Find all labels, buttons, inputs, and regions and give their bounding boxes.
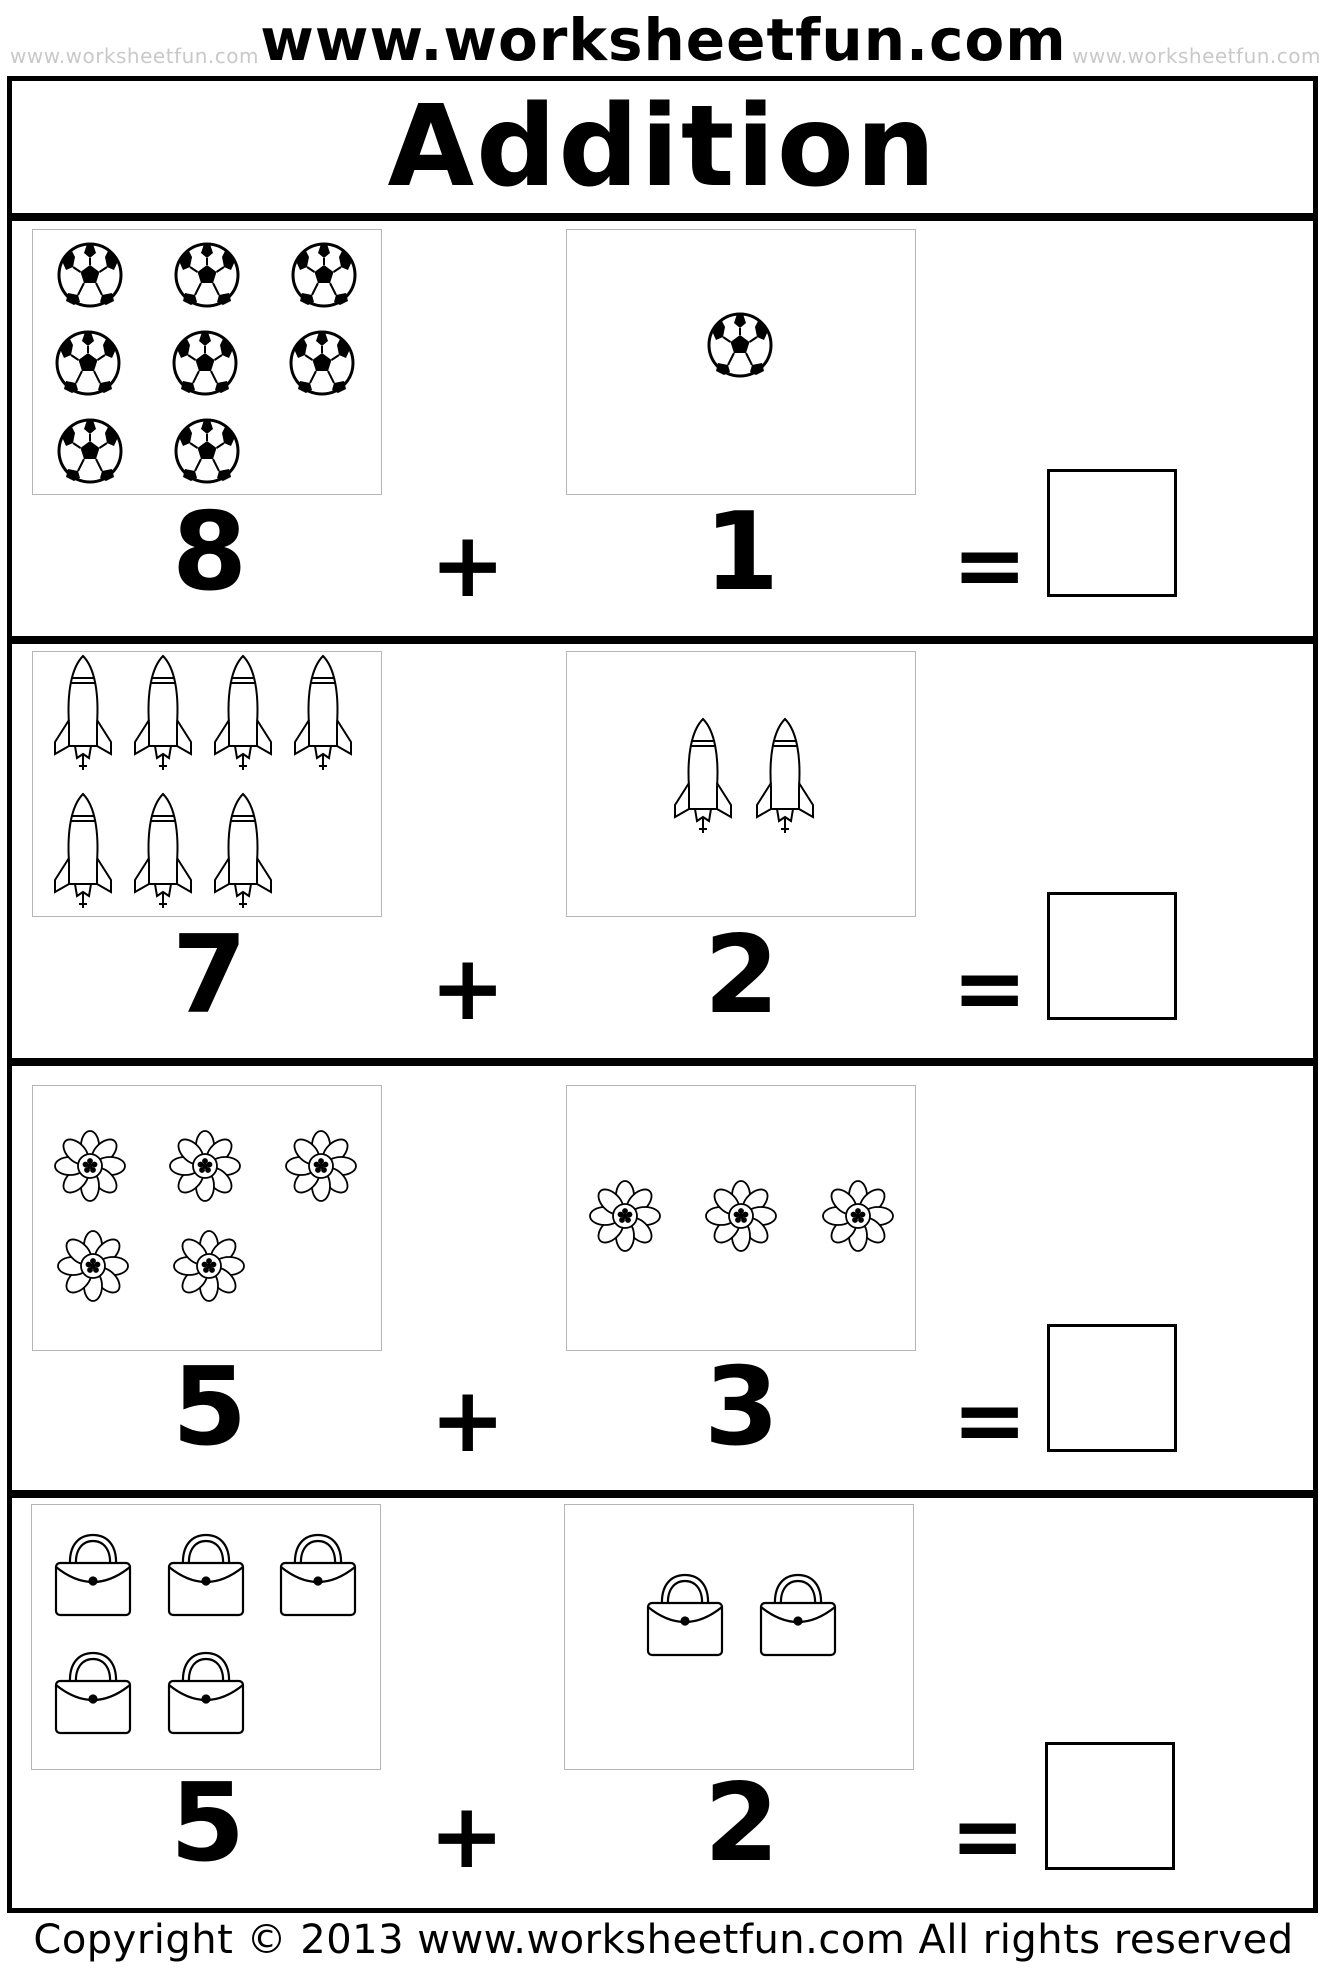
handbag-icon bbox=[761, 1575, 835, 1655]
flower-icon bbox=[823, 1181, 893, 1251]
soccer-ball-icon bbox=[174, 332, 236, 394]
problem-row-1 bbox=[12, 213, 1313, 636]
rocket-icon bbox=[675, 719, 731, 833]
plus-sign: + bbox=[429, 1784, 505, 1889]
equals-sign: = bbox=[950, 1784, 1026, 1889]
soccer-ball-group bbox=[33, 230, 380, 493]
picture-panel-left bbox=[32, 229, 382, 495]
page-title: Addition bbox=[387, 82, 938, 212]
flower-icon bbox=[58, 1231, 128, 1301]
flower-icon bbox=[170, 1131, 240, 1201]
rocket-icon bbox=[135, 794, 191, 908]
soccer-ball-icon bbox=[709, 314, 771, 376]
worksheet-frame bbox=[7, 76, 1318, 1913]
handbag-icon bbox=[56, 1653, 130, 1733]
answer-box[interactable] bbox=[1047, 469, 1177, 597]
addend-left: 7 bbox=[172, 913, 248, 1038]
handbag-icon bbox=[56, 1535, 130, 1615]
handbag-group bbox=[565, 1505, 912, 1768]
picture-panel-right bbox=[566, 229, 916, 495]
rocket-icon bbox=[295, 656, 351, 770]
flower-icon bbox=[174, 1231, 244, 1301]
flower-group bbox=[567, 1086, 914, 1349]
addend-right: 2 bbox=[704, 1761, 780, 1886]
soccer-ball-icon bbox=[59, 244, 121, 306]
handbag-icon bbox=[281, 1535, 355, 1615]
picture-panel-right bbox=[566, 651, 916, 917]
picture-panel-left bbox=[32, 1085, 382, 1351]
handbag-icon bbox=[648, 1575, 722, 1655]
plus-sign: + bbox=[430, 936, 506, 1041]
copyright-footer: Copyright © 2013 www.worksheetfun.com All rights reserved bbox=[33, 1917, 1294, 1963]
rocket-icon bbox=[135, 656, 191, 770]
problem-row-2 bbox=[12, 636, 1313, 1058]
rocket-icon bbox=[215, 794, 271, 908]
answer-box[interactable] bbox=[1045, 1742, 1175, 1870]
soccer-ball-icon bbox=[293, 244, 355, 306]
problem-row-4 bbox=[12, 1490, 1313, 1908]
watermark-left: www.worksheetfun.com bbox=[10, 44, 260, 68]
flower-icon bbox=[590, 1181, 660, 1251]
picture-panel-right bbox=[566, 1085, 916, 1351]
soccer-ball-icon bbox=[59, 420, 121, 482]
answer-box[interactable] bbox=[1047, 1324, 1177, 1452]
handbag-icon bbox=[169, 1653, 243, 1733]
flower-icon bbox=[286, 1131, 356, 1201]
picture-panel-right bbox=[564, 1504, 914, 1770]
rocket-group bbox=[567, 652, 914, 915]
soccer-ball-icon bbox=[57, 332, 119, 394]
soccer-ball-icon bbox=[176, 420, 238, 482]
addend-left: 5 bbox=[172, 1345, 248, 1470]
handbag-icon bbox=[169, 1535, 243, 1615]
soccer-ball-icon bbox=[176, 244, 238, 306]
plus-sign: + bbox=[430, 1368, 506, 1473]
addend-right: 3 bbox=[704, 1345, 780, 1470]
soccer-ball-icon bbox=[291, 332, 353, 394]
rocket-group bbox=[33, 652, 380, 915]
answer-box[interactable] bbox=[1047, 892, 1177, 1020]
addend-left: 5 bbox=[170, 1761, 246, 1886]
plus-sign: + bbox=[430, 513, 506, 618]
equals-sign: = bbox=[952, 936, 1028, 1041]
site-header: www.worksheetfun.com bbox=[260, 6, 1067, 74]
rocket-icon bbox=[55, 656, 111, 770]
flower-icon bbox=[706, 1181, 776, 1251]
picture-panel-left bbox=[32, 651, 382, 917]
rocket-icon bbox=[215, 656, 271, 770]
equals-sign: = bbox=[952, 513, 1028, 618]
addend-right: 2 bbox=[704, 913, 780, 1038]
title-band bbox=[12, 81, 1313, 213]
addend-right: 1 bbox=[704, 490, 780, 615]
flower-icon bbox=[55, 1131, 125, 1201]
addend-left: 8 bbox=[172, 490, 248, 615]
equals-sign: = bbox=[952, 1368, 1028, 1473]
rocket-icon bbox=[55, 794, 111, 908]
watermark-right: www.worksheetfun.com bbox=[1071, 44, 1321, 68]
flower-group bbox=[33, 1086, 380, 1349]
soccer-ball-group bbox=[567, 230, 914, 493]
picture-panel-left bbox=[31, 1504, 381, 1770]
handbag-group bbox=[32, 1505, 379, 1768]
problem-row-3 bbox=[12, 1058, 1313, 1490]
rocket-icon bbox=[757, 719, 813, 833]
